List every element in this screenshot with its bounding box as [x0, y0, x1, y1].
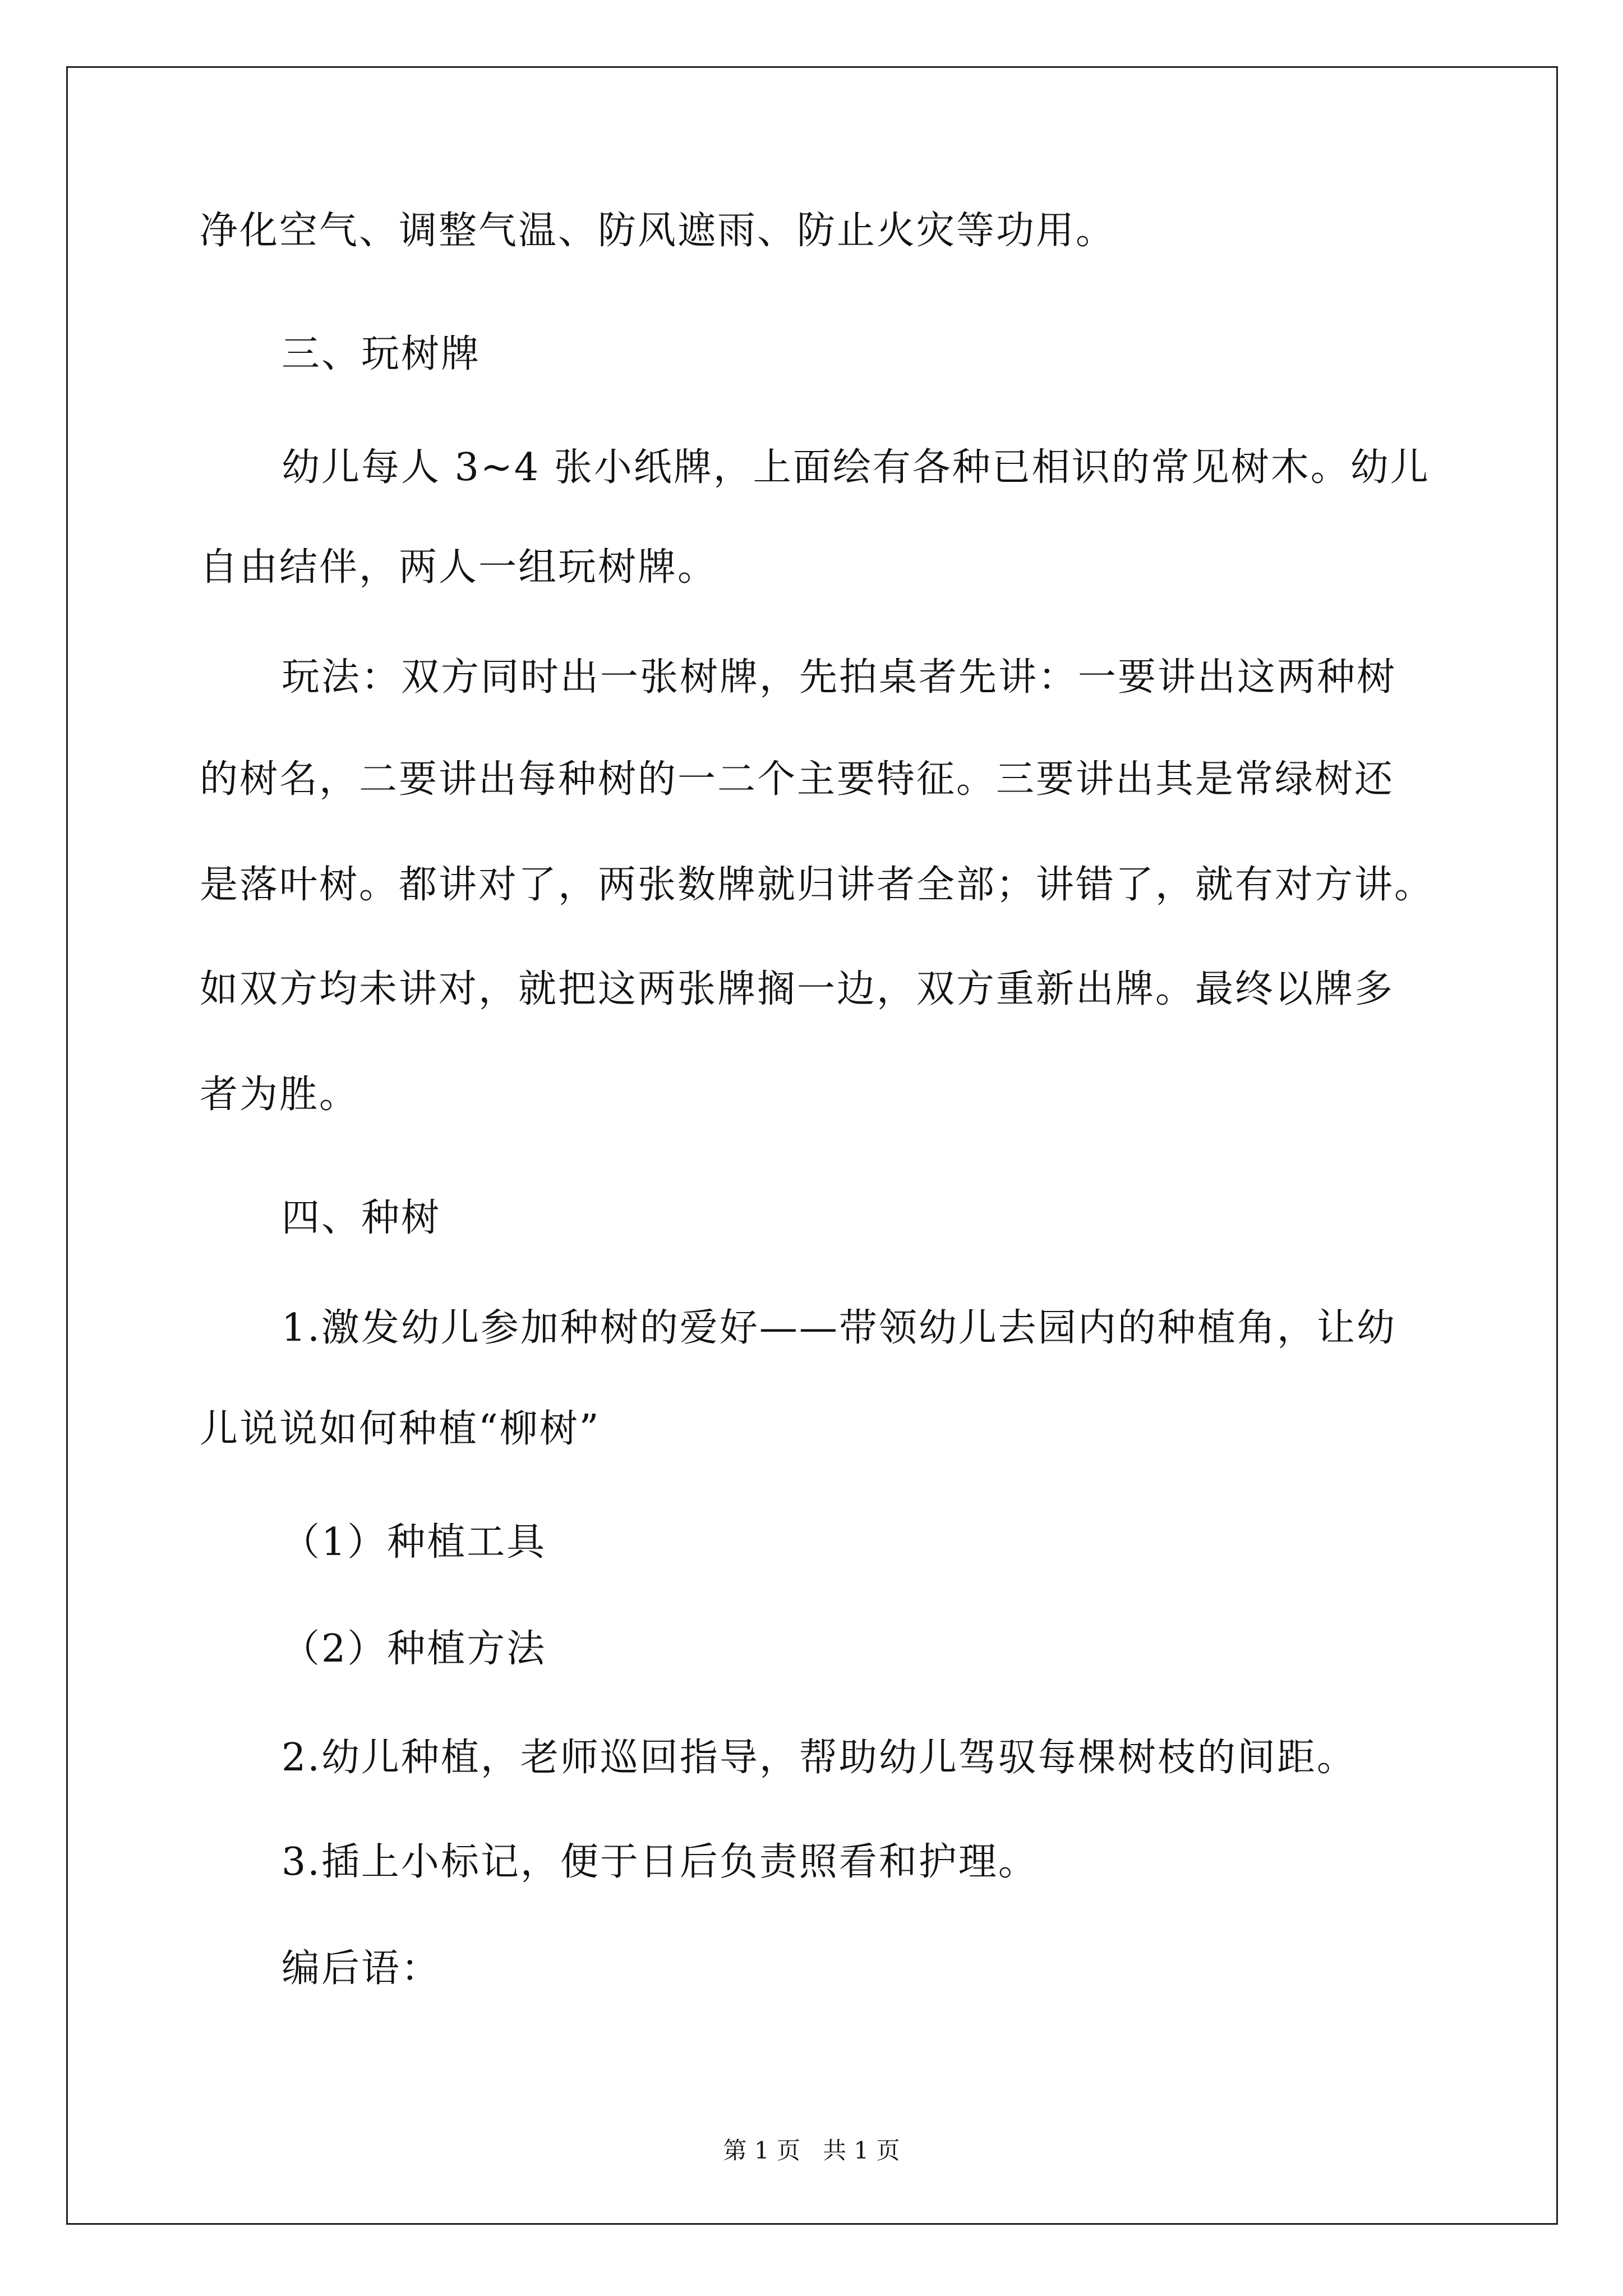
text-line: 1.激发幼儿参加种树的爱好——带领幼儿去园内的种植角，让幼	[282, 1306, 1396, 1350]
text-line: 儿说说如何种植“柳树”	[200, 1407, 601, 1451]
text-line: 幼儿每人 3~4 张小纸牌，上面绘有各种已相识的常见树木。幼儿	[282, 445, 1430, 490]
text-line: 净化空气、调整气温、防风遮雨、防止火灾等功用。	[200, 209, 1116, 253]
text-line: 是落叶树。都讲对了，两张数牌就归讲者全部；讲错了，就有对方讲。	[200, 863, 1435, 907]
list-item: 2.幼儿种植，老师巡回指导，帮助幼儿驾驭每棵树枝的间距。	[282, 1736, 1357, 1780]
list-item: 3.插上小标记，便于日后负责照看和护理。	[282, 1840, 1038, 1884]
text-line: 如双方均未讲对，就把这两张牌搁一边，双方重新出牌。最终以牌多	[200, 967, 1395, 1011]
text-line: 玩法：双方同时出一张树牌，先拍桌者先讲：一要讲出这两种树	[282, 655, 1397, 700]
text-line: 者为胜。	[200, 1073, 359, 1117]
section-heading: 四、种树	[282, 1196, 441, 1240]
list-item: （2）种植方法	[282, 1627, 547, 1671]
page-number: 第 1 页 共 1 页	[723, 2137, 900, 2164]
section-heading: 三、玩树牌	[282, 332, 481, 376]
page-border	[66, 66, 1558, 2225]
text-line: 自由结伴，两人一组玩树牌。	[200, 545, 718, 590]
text-line: 编后语：	[282, 1947, 441, 1991]
text-line: 的树名，二要讲出每种树的一二个主要特征。三要讲出其是常绿树还	[200, 757, 1395, 802]
list-item: （1）种植工具	[282, 1520, 547, 1565]
